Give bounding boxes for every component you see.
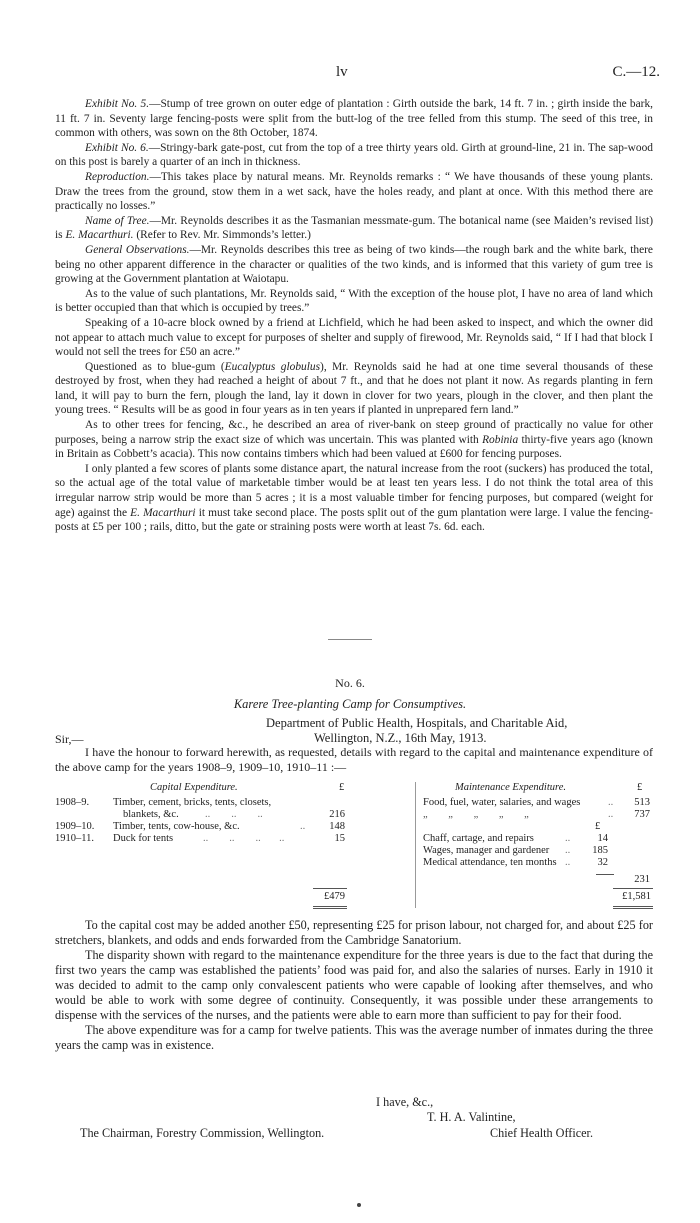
- capital-year: 1909–10.: [55, 821, 95, 832]
- maintenance-item-amount: 185: [592, 845, 608, 856]
- maintenance-total-double-rule: [613, 908, 653, 909]
- leader-dots: ..: [608, 809, 614, 820]
- leader-dots: ..: [300, 821, 306, 832]
- exhibit-6-paragraph: Exhibit No. 6.—Stringy-bark gate-post, cut from the top of a tree thirty years old. Girth at ground-line, 21 in. The sap-wood on this post is barely a quarter of an inch in thickness.: [55, 141, 653, 169]
- value-paragraph: As to the value of such plantations, Mr. Reynolds said, “ With the exception of the house plot, I have no area of land which is better occupied than that which is occupied by trees.”: [55, 287, 653, 315]
- maintenance-sub-currency: £: [595, 821, 601, 832]
- leader-dots: .. .. .. ..: [203, 833, 285, 844]
- capital-amount: 216: [329, 809, 345, 820]
- maintenance-total-rule: [613, 888, 653, 889]
- maintenance-amount: 737: [634, 809, 650, 820]
- signatory-title: Chief Health Officer.: [490, 1126, 593, 1140]
- leader-dots: ..: [565, 857, 571, 868]
- salutation: Sir,—: [55, 732, 84, 746]
- leader-dots: .. .. ..: [205, 809, 263, 820]
- capital-total-double-rule: [313, 908, 347, 909]
- page-header: [0, 64, 700, 84]
- leader-dots: ..: [565, 833, 571, 844]
- addressee: The Chairman, Forestry Commission, Wellington.: [80, 1126, 325, 1140]
- capital-year: 1910–11.: [55, 833, 94, 844]
- section-divider: [328, 639, 372, 640]
- maintenance-subtotal: 231: [634, 874, 650, 885]
- ditto-marks: „ „ „ „ „: [423, 809, 529, 820]
- capital-heading: Capital Expenditure.: [150, 782, 238, 793]
- maintenance-item-amount: 14: [597, 833, 608, 844]
- maintenance-item: Medical attendance, ten months: [423, 857, 557, 868]
- letter-address: [266, 716, 567, 746]
- expenditure-table: [55, 782, 655, 910]
- letter-number: No. 6.: [335, 676, 365, 690]
- capital-amount: 15: [334, 833, 345, 844]
- page-number: lv: [336, 64, 348, 80]
- capital-total-rule: [313, 888, 347, 889]
- document-reference: C.—12.: [612, 64, 660, 80]
- prison-labour-paragraph: To the capital cost may be added another £50, representing £25 for prison labour, not charged for, and about £25 for stretchers, blankets, and odds and ends forwarded from the Cambridge Sanatorium.: [55, 918, 653, 947]
- capital-desc-cont: blankets, &c.: [123, 809, 179, 820]
- capital-year: 1908–9.: [55, 797, 90, 808]
- bluegum-paragraph: Questioned as to blue-gum (Eucalyptus globulus), Mr. Reynolds said he had at one time several thousands of these destroyed by frost, when they had reached a height of about 7 ft., and that he does not plant it now. As regards planting in fern land, it will pay to burn the fern, plough the land, lay it down in clover for two years, plough in the clover, and then plant the young trees. “ Results will be as good in four years as in ten years if planted in unprepared fern land.”: [55, 360, 653, 417]
- maintenance-item: Chaff, cartage, and repairs: [423, 833, 534, 844]
- reproduction-paragraph: Reproduction.—This takes place by natural means. Mr. Reynolds remarks : “ We have thousands of these young plants. Draw the trees from the ground, stow them in a wet sack, have the holes ready, and plant at once. With this method there are practically no losses.”: [55, 170, 653, 213]
- maintenance-heading: Maintenance Expenditure.: [455, 782, 566, 793]
- exhibit-5-paragraph: Exhibit No. 5.—Stump of tree grown on outer edge of plantation : Girth outside the bark, 14 ft. 7 in. ; girth inside the bark, 11 ft. 7 in. Seventy large fencing-posts were split from the butt-log of the tree felled from this stump. The seed of this tree, in common with others, was sown on the 8th October, 1874.: [55, 98, 653, 140]
- maintenance-line: Food, fuel, water, salaries, and wages: [423, 797, 581, 808]
- name-of-tree-paragraph: Name of Tree.—Mr. Reynolds describes it as the Tasmanian messmate-gum. The botanical name (see Maiden’s revised list) is E. Macarthuri. (Refer to Rev. Mr. Simmonds’s letter.): [55, 214, 653, 242]
- capital-total: £479: [324, 891, 345, 902]
- general-observations-paragraph: General Observations.—Mr. Reynolds describes this tree as being of two kinds—the rough bark and the white bark, there being no other apparent difference in the character or qualities of the two kinds, and is informed that this variety of gum tree is growing at the Government plantation at Waiotapu.: [55, 243, 653, 286]
- capital-desc: Duck for tents: [113, 833, 174, 844]
- capital-desc: Timber, cement, bricks, tents, closets,: [113, 797, 272, 808]
- maintenance-currency: £: [637, 782, 643, 793]
- letter-body: [55, 918, 653, 1053]
- maintenance-item: Wages, manager and gardener: [423, 845, 550, 856]
- capital-desc: Timber, tents, cow-house, &c.: [113, 821, 240, 832]
- maintenance-total: £1,581: [622, 891, 651, 902]
- letter-intro: I have the honour to forward herewith, as requested, details with regard to the capital and maintenance expenditure of the above camp for the years 1908–9, 1909–10, 1910–11 :—: [55, 745, 653, 774]
- table-column-divider: [415, 782, 416, 908]
- place-and-date: Wellington, N.Z., 16th May, 1913.: [314, 731, 487, 745]
- letter-title: Karere Tree-planting Camp for Consumptives.: [233, 697, 467, 711]
- footer-mark: [357, 1203, 361, 1207]
- leader-dots: ..: [565, 845, 571, 856]
- capital-amount: 148: [329, 821, 345, 832]
- patients-paragraph: The above expenditure was for a camp for twelve patients. This was the average number of inmates during the three years the camp was in existence.: [55, 1023, 653, 1052]
- closing: I have, &c.,: [376, 1095, 434, 1109]
- maintenance-amount: 513: [634, 797, 650, 808]
- capital-total-double-rule: [313, 906, 347, 907]
- capital-currency: £: [339, 782, 345, 793]
- maintenance-subtotal-rule: [596, 874, 614, 875]
- leader-dots: ..: [608, 797, 614, 808]
- department-name: Department of Public Health, Hospitals, and Charitable Aid,: [266, 716, 568, 730]
- disparity-paragraph: The disparity shown with regard to the maintenance expenditure for the three years is due to the fact that during the first two years the camp was established the patients’ food was paid for, and also the salaries of nurses. Early in 1910 it was decided to admit to the camp only convalescent patients who were capable of looking after themselves, and who would be able to work with some degree of continuity. Consequently, it was possible under these arrangements to dispense with the services of the nurses, and the patients were able to earn more than sufficient to pay for their food.: [55, 948, 653, 1022]
- maintenance-total-double-rule: [613, 906, 653, 907]
- lichfield-paragraph: Speaking of a 10-acre block owned by a friend at Lichfield, which he had been asked to inspect, and which the owner did not appear to attach much value to except for purposes of shelter and supply of firewood, Mr. Reynolds said, “ If I had that block I would not sell the trees for £50 an acre.”: [55, 316, 653, 359]
- maintenance-item-amount: 32: [597, 857, 608, 868]
- signatory: T. H. A. Valintine,: [427, 1110, 516, 1124]
- planted-paragraph: I only planted a few scores of plants some distance apart, the natural increase from the root (suckers) has produced the total, so the actual age of the total value of marketable timber would be at least ten years less. I do not think the total area of this irregular narrow strip would be more than 5 acres ; it is a most valuable timber for fencing purposes, but compared (weight for age) against the E. Macarthuri it must take second place. The posts split out of the gum plantation were large. I value the fencing-posts at £5 per 100 ; rails, ditto, but the gate or straining posts were worth at least 7s. 6d. each.: [55, 462, 653, 534]
- report-body: [55, 97, 653, 535]
- other-trees-paragraph: As to other trees for fencing, &c., he described an area of river-bank on steep ground of practically no value for other purposes, being a narrow strip the exact size of which was uncertain. This was planted with Robinia thirty-five years ago (known in Britain as Cobbett’s acacia). This now contains timbers which had been valued at £600 for fencing purposes.: [55, 419, 653, 461]
